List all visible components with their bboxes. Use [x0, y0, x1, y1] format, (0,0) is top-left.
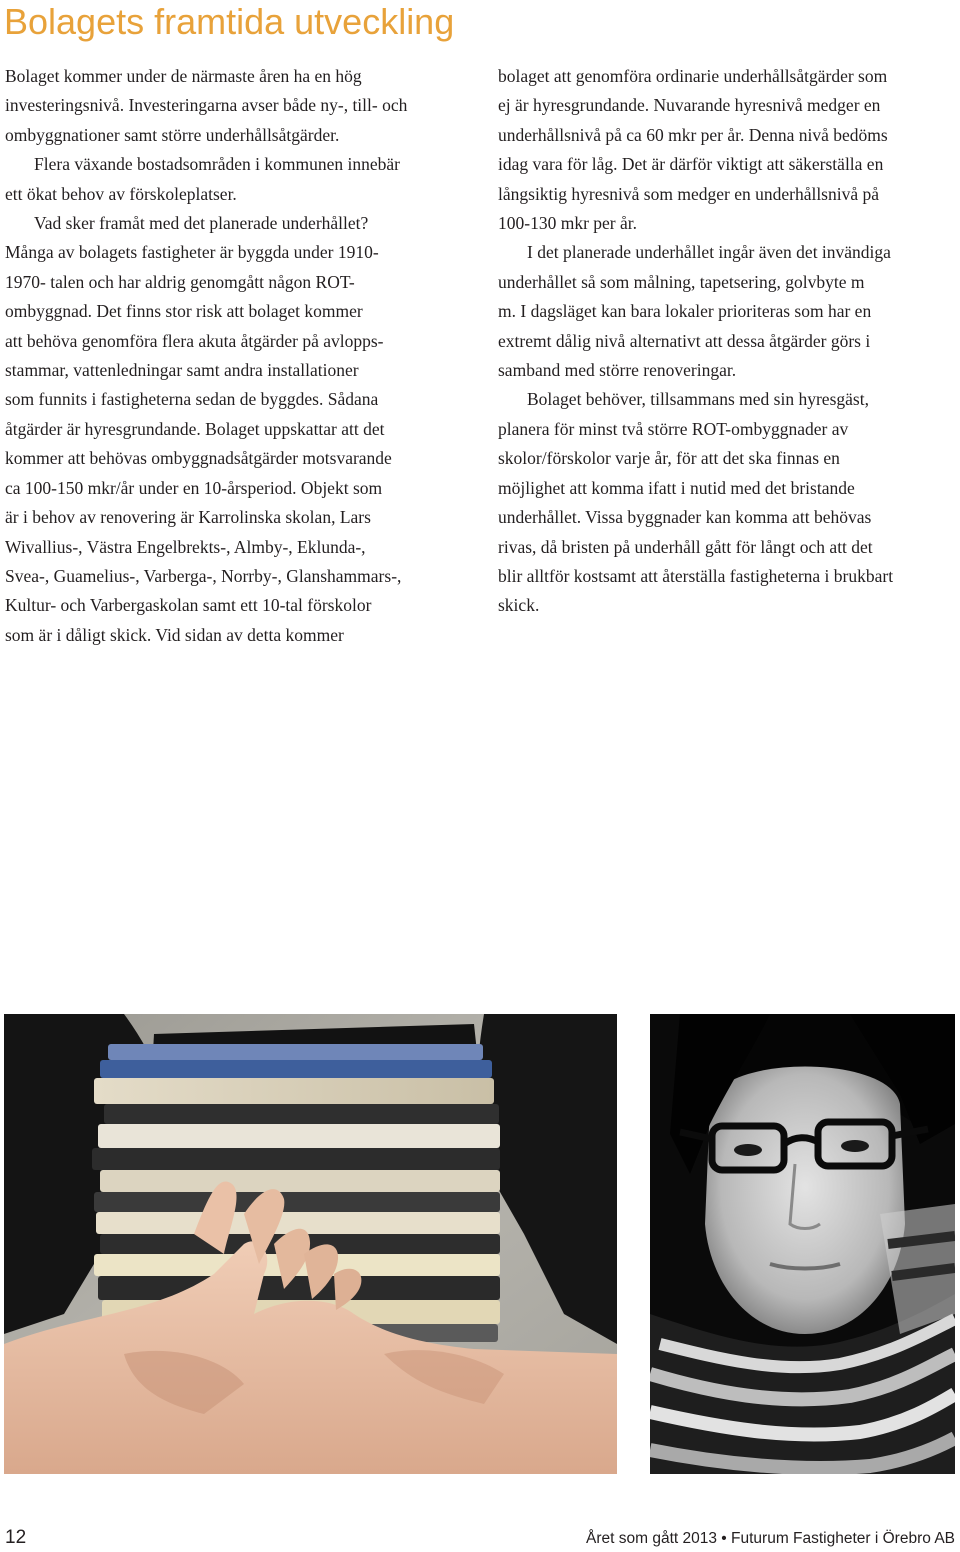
text-line: som funnits i fastigheterna sedan de byggdes. Sådana: [5, 389, 379, 410]
text-line: som är i dåligt skick. Vid sidan av detta kommer: [5, 624, 344, 645]
text-line: skolor/förskolor varje år, för att det ska finnas en: [498, 448, 840, 469]
page-footer: [0, 1526, 960, 1552]
page-number: 12: [5, 1527, 27, 1548]
text-line: idag vara för låg. Det är därför viktigt att säkerställa en: [498, 154, 884, 175]
portrait-photo: [650, 1014, 955, 1474]
text-line: möjlighet att komma ifatt i nutid med det bristande: [498, 477, 855, 498]
text-line: Bolaget behöver, tillsammans med sin hyresgäst,: [527, 389, 869, 410]
text-line: är i behov av renovering är Karrolinska skolan, Lars: [5, 507, 371, 528]
text-line: planera för minst två större ROT-ombyggnader av: [498, 418, 849, 439]
text-line: Kultur- och Varbergaskolan samt ett 10-tal förskolor: [5, 595, 372, 616]
text-line: Flera växande bostadsområden i kommunen innebär: [34, 154, 400, 175]
text-line: blir alltför kostsamt att återställa fastigheterna i brukbart: [498, 565, 894, 586]
text-line: kommer att behövas ombyggnadsåtgärder motsvarande: [5, 448, 392, 469]
portrait-illustration: [650, 1014, 955, 1474]
text-line: ca 100-150 mkr/år under en 10-årsperiod. Objekt som: [5, 477, 383, 498]
text-line: ett ökat behov av förskoleplatser.: [5, 183, 237, 204]
text-line: att behöva genomföra flera akuta åtgärder på avlopps-: [5, 330, 384, 351]
text-line: m. I dagsläget kan bara lokaler prioriteras som har en: [498, 301, 872, 322]
text-line: Vad sker framåt med det planerade underhållet?: [34, 213, 369, 234]
text-line: I det planerade underhållet ingår även det invändiga: [527, 242, 891, 263]
text-line: extremt dålig nivå alternativt att dessa åtgärder görs i: [498, 330, 871, 351]
text-line: investeringsnivå. Investeringarna avser både ny-, till- och: [5, 95, 408, 116]
text-line: Svea-, Guamelius-, Varberga-, Norrby-, Glanshammars-,: [5, 565, 402, 586]
text-line: skick.: [498, 595, 540, 616]
text-line: åtgärder är hyresgrundande. Bolaget uppskattar att det: [5, 418, 385, 439]
text-line: Bolaget kommer under de närmaste åren ha en hög: [5, 66, 362, 86]
text-line: rivas, då bristen på underhåll gått för långt och att det: [498, 536, 873, 557]
page-title: Bolagets framtida utveckling: [4, 1, 455, 42]
books-illustration: [4, 1014, 617, 1474]
text-line: ombyggnationer samt större underhållsåtgärder.: [5, 124, 340, 145]
right-text-column: [498, 62, 956, 621]
text-line: 1970- talen och har aldrig genomgått någon ROT-: [5, 271, 355, 292]
books-photo: [4, 1014, 617, 1474]
text-line: bolaget att genomföra ordinarie underhållsåtgärder som: [498, 66, 888, 86]
text-line: 100-130 mkr per år.: [498, 213, 637, 234]
text-line: ej är hyresgrundande. Nuvarande hyresnivå medger en: [498, 95, 881, 116]
left-text-column: [5, 62, 465, 650]
text-line: Många av bolagets fastigheter är byggda under 1910-: [5, 242, 379, 263]
text-line: ombyggnad. Det finns stor risk att bolaget kommer: [5, 301, 363, 322]
text-line: stammar, vattenledningar samt andra installationer: [5, 360, 359, 381]
publication-info: Året som gått 2013 • Futurum Fastigheter i Örebro AB: [586, 1530, 955, 1547]
text-line: samband med större renoveringar.: [498, 360, 737, 381]
text-line: underhållsnivå på ca 60 mkr per år. Denna nivå bedöms: [498, 124, 888, 145]
text-line: underhållet. Vissa byggnader kan komma att behövas: [498, 507, 872, 528]
text-line: Wivallius-, Västra Engelbrekts-, Almby-, Eklunda-,: [5, 536, 366, 557]
text-line: underhållet så som målning, tapetsering, golvbyte m: [498, 271, 865, 292]
text-line: långsiktig hyresnivå som medger en underhållsnivå på: [498, 183, 880, 204]
